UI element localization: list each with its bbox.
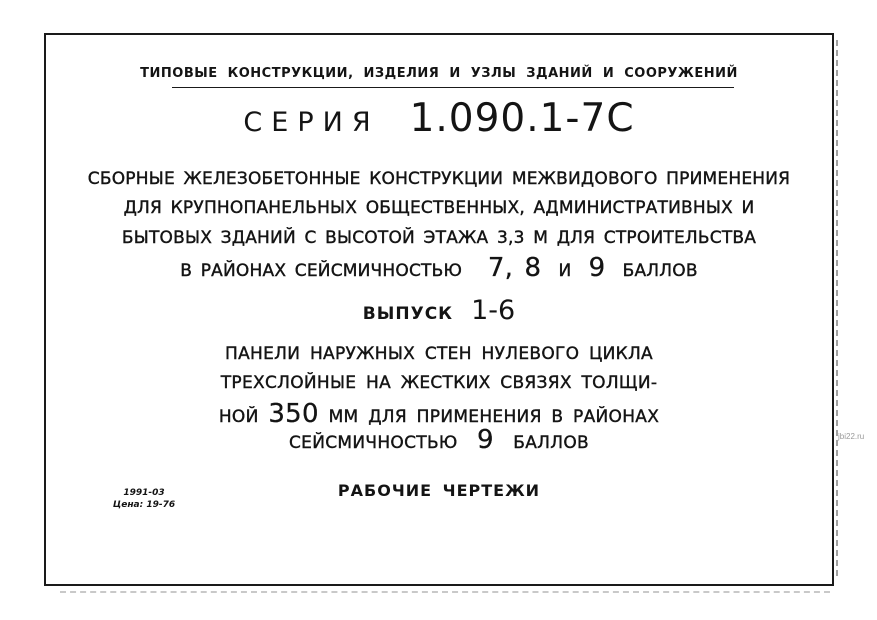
subtitle-line-4-end: БАЛЛОВ [513, 433, 589, 453]
publication-meta [104, 487, 184, 511]
issue-label: ВЫПУСК [362, 304, 454, 324]
title-line-1: СБОРНЫЕ ЖЕЛЕЗОБЕТОННЫЕ КОНСТРУКЦИИ МЕЖВИДОВОГО ПРИМЕНЕНИЯ [87, 169, 791, 189]
title-line-4 [44, 253, 834, 283]
title-line-2: ДЛЯ КРУПНОПАНЕЛЬНЫХ ОБЩЕСТВЕННЫХ, АДМИНИСТРАТИВНЫХ И [123, 198, 755, 218]
seismic-value: 9 [477, 425, 494, 455]
watermark: jbi22.ru [838, 432, 865, 441]
subtitle-line-3-end: ММ ДЛЯ ПРИМЕНЕНИЯ В РАЙОНАХ [328, 407, 660, 427]
title-line-3: БЫТОВЫХ ЗДАНИЙ С ВЫСОТОЙ ЭТАЖА 3,3 М ДЛЯ СТРОИТЕЛЬСТВА [121, 228, 757, 248]
scan-edge-right [836, 40, 838, 576]
title-line-4-start: В РАЙОНАХ СЕЙСМИЧНОСТЬЮ [180, 261, 463, 281]
header-underline [172, 87, 734, 88]
subtitle-line-4-start: СЕЙСМИЧНОСТЬЮ [289, 433, 458, 453]
series-line [44, 96, 834, 150]
thickness-value: 350 [268, 399, 319, 429]
subtitle-line-1: ПАНЕЛИ НАРУЖНЫХ СТЕН НУЛЕВОГО ЦИКЛА [225, 344, 653, 364]
drawings-label: РАБОЧИЕ ЧЕРТЕЖИ [337, 481, 541, 500]
seismic-values: 7, 8 [487, 253, 542, 283]
seismic-value-max: 9 [588, 253, 606, 283]
issue-line [44, 295, 834, 326]
issue-number: 1-6 [471, 295, 516, 326]
series-number: 1.090.1-7С [409, 96, 635, 141]
title-line-4-end: БАЛЛОВ [622, 261, 698, 281]
subtitle-line-3-start: НОЙ [218, 407, 259, 427]
publication-code: 1991-03 [123, 488, 165, 498]
title-line-4-conj: И [558, 261, 572, 281]
subtitle-line-4 [44, 425, 834, 455]
scan-edge-bottom [60, 591, 830, 593]
price: Цена: 19-76 [112, 500, 176, 510]
series-label: СЕРИЯ [243, 107, 380, 138]
subtitle-line-2: ТРЕХСЛОЙНЫЕ НА ЖЕСТКИХ СВЯЗЯХ ТОЛЩИ- [220, 373, 658, 393]
header-text: ТИПОВЫЕ КОНСТРУКЦИИ, ИЗДЕЛИЯ И УЗЛЫ ЗДАНИЙ И СООРУЖЕНИЙ [140, 66, 738, 81]
